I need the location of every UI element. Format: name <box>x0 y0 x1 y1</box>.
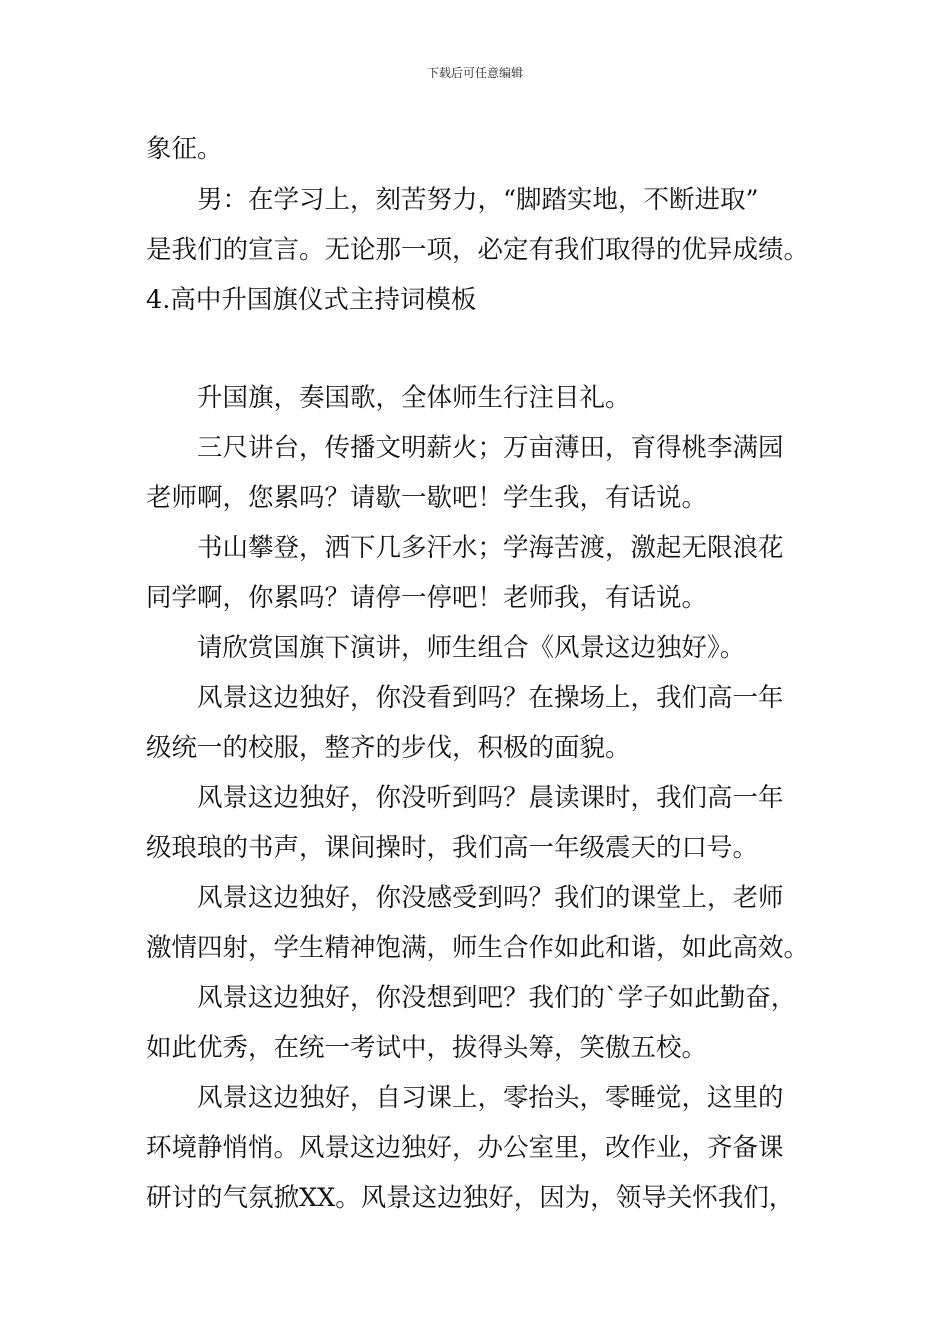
text-line: 象征。 <box>146 134 223 164</box>
text-line: 升国旗，奏国歌，全体师生行注目礼。 <box>197 383 631 413</box>
text-line: 风景这边独好，你没看到吗？在操场上，我们高一年 <box>197 683 784 713</box>
section-heading: 4.高中升国旗仪式主持词模板 <box>146 285 477 315</box>
text-line: 老师啊，您累吗？请歇一歇吧！学生我，有话说。 <box>146 483 708 513</box>
text-line: 风景这边独好，你没感受到吗？我们的课堂上，老师 <box>197 883 784 913</box>
text-line: 风景这边独好，你没想到吧？我们的`学子如此勤奋， <box>197 983 797 1013</box>
text-line: 风景这边独好，自习课上，零抬头，零睡觉，这里的 <box>197 1083 784 1113</box>
text-line: 三尺讲台，传播文明薪火；万亩薄田，育得桃李满园 <box>197 433 784 463</box>
text-line: 级琅琅的书声，课间操时，我们高一年级震天的口号。 <box>146 833 759 863</box>
text-line: 级统一的校服，整齐的步伐，积极的面貌。 <box>146 733 631 763</box>
text-line: 男：在学习上，刻苦努力，“脚踏实地，不断进取” <box>197 185 759 215</box>
text-line: 请欣赏国旗下演讲，师生组合《风景这边独好》。 <box>197 633 746 663</box>
text-line: 书山攀登，洒下几多汗水；学海苦渡，激起无限浪花 <box>197 533 784 563</box>
text-line: 风景这边独好，你没听到吗？晨读课时，我们高一年 <box>197 783 784 813</box>
text-line: 同学啊，你累吗？请停一停吧！老师我，有话说。 <box>146 583 708 613</box>
text-line: 激情四射，学生精神饱满，师生合作如此和谐，如此高效。 <box>146 933 810 963</box>
text-line: 是我们的宣言。无论那一项，必定有我们取得的优异成绩。 <box>146 235 810 265</box>
text-line: 如此优秀，在统一考试中，拔得头筹，笑傲五校。 <box>146 1033 708 1063</box>
text-line: 研讨的气氛掀XX。风景这边独好，因为，领导关怀我们， <box>146 1183 795 1213</box>
text-line: 环境静悄悄。风景这边独好，办公室里，改作业，齐备课 <box>146 1133 784 1163</box>
page-header: 下载后可任意编辑 <box>426 66 523 80</box>
